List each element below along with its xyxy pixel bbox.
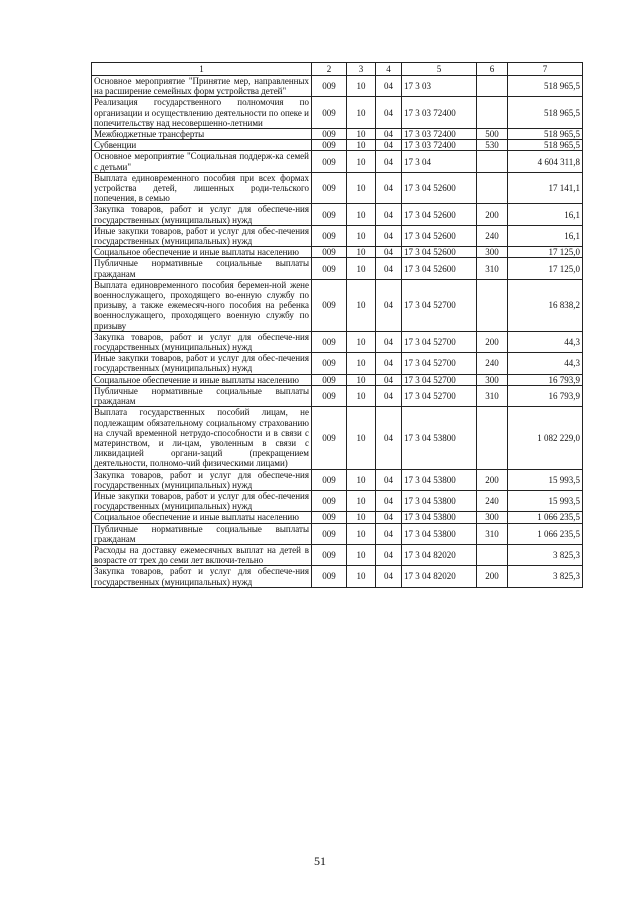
ministry-code-cell: 009: [312, 544, 347, 565]
section-code-cell: 10: [347, 204, 376, 225]
target-article-cell: 17 3 04 82020: [402, 544, 477, 565]
table-row: [92, 258, 583, 279]
amount-cell: 16 838,2: [508, 279, 583, 331]
row-name-cell: Социальное обеспечение и иные выплаты населению: [92, 374, 312, 385]
table-row: [92, 204, 583, 225]
ministry-code-cell: 009: [312, 469, 347, 490]
ministry-code-cell: 009: [312, 172, 347, 204]
row-name-cell: Реализация государственного полномочия по организации и осуществлению деятельности по опеке и попечительству над несовершенно-летними: [92, 97, 312, 129]
expense-type-cell: [477, 279, 508, 331]
subsection-code-cell: 04: [376, 172, 402, 204]
amount-cell: 518 965,5: [508, 140, 583, 151]
target-article-cell: 17 3 03 72400: [402, 129, 477, 140]
subsection-code-cell: 04: [376, 490, 402, 511]
ministry-code-cell: 009: [312, 140, 347, 151]
section-code-cell: 10: [347, 490, 376, 511]
ministry-code-cell: 009: [312, 247, 347, 258]
ministry-code-cell: 009: [312, 258, 347, 279]
column-header: 7: [508, 63, 583, 76]
amount-cell: 16,1: [508, 204, 583, 225]
table-row: [92, 151, 583, 172]
target-article-cell: 17 3 04 52700: [402, 331, 477, 352]
row-name-cell: Публичные нормативные социальные выплаты гражданам: [92, 258, 312, 279]
expense-type-cell: 240: [477, 353, 508, 374]
amount-cell: 16,1: [508, 225, 583, 246]
table-row: [92, 279, 583, 331]
table-row: [92, 331, 583, 352]
expense-type-cell: 300: [477, 374, 508, 385]
table-row: [92, 140, 583, 151]
section-code-cell: 10: [347, 225, 376, 246]
subsection-code-cell: 04: [376, 97, 402, 129]
section-code-cell: 10: [347, 566, 376, 587]
target-article-cell: 17 3 03: [402, 76, 477, 97]
subsection-code-cell: 04: [376, 76, 402, 97]
section-code-cell: 10: [347, 407, 376, 469]
ministry-code-cell: 009: [312, 129, 347, 140]
section-code-cell: 10: [347, 469, 376, 490]
ministry-code-cell: 009: [312, 76, 347, 97]
ministry-code-cell: 009: [312, 225, 347, 246]
column-header: 1: [92, 63, 312, 76]
column-header: 2: [312, 63, 347, 76]
target-article-cell: 17 3 04 82020: [402, 566, 477, 587]
amount-cell: 17 125,0: [508, 247, 583, 258]
ministry-code-cell: 009: [312, 97, 347, 129]
ministry-code-cell: 009: [312, 279, 347, 331]
expense-type-cell: 310: [477, 523, 508, 544]
subsection-code-cell: 04: [376, 374, 402, 385]
subsection-code-cell: 04: [376, 407, 402, 469]
amount-cell: 1 066 235,5: [508, 512, 583, 523]
subsection-code-cell: 04: [376, 523, 402, 544]
subsection-code-cell: 04: [376, 279, 402, 331]
amount-cell: 15 993,5: [508, 469, 583, 490]
expense-type-cell: 200: [477, 331, 508, 352]
amount-cell: 17 141,1: [508, 172, 583, 204]
ministry-code-cell: 009: [312, 566, 347, 587]
row-name-cell: Основное мероприятие "Принятие мер, направленных на расширение семейных форм устройства детей": [92, 76, 312, 97]
column-header: 5: [402, 63, 477, 76]
ministry-code-cell: 009: [312, 151, 347, 172]
target-article-cell: 17 3 04 52700: [402, 353, 477, 374]
section-code-cell: 10: [347, 279, 376, 331]
section-code-cell: 10: [347, 523, 376, 544]
expense-type-cell: 200: [477, 566, 508, 587]
ministry-code-cell: 009: [312, 353, 347, 374]
ministry-code-cell: 009: [312, 407, 347, 469]
amount-cell: 44,3: [508, 353, 583, 374]
table-row: [92, 97, 583, 129]
target-article-cell: 17 3 03 72400: [402, 97, 477, 129]
subsection-code-cell: 04: [376, 151, 402, 172]
section-code-cell: 10: [347, 353, 376, 374]
target-article-cell: 17 3 04 52700: [402, 279, 477, 331]
table-row: [92, 172, 583, 204]
subsection-code-cell: 04: [376, 512, 402, 523]
row-name-cell: Социальное обеспечение и иные выплаты населению: [92, 512, 312, 523]
section-code-cell: 10: [347, 258, 376, 279]
expense-type-cell: [477, 544, 508, 565]
ministry-code-cell: 009: [312, 490, 347, 511]
expense-type-cell: 530: [477, 140, 508, 151]
table-row: [92, 76, 583, 97]
table-row: [92, 247, 583, 258]
expense-type-cell: [477, 172, 508, 204]
section-code-cell: 10: [347, 76, 376, 97]
table-row: [92, 225, 583, 246]
subsection-code-cell: 04: [376, 566, 402, 587]
subsection-code-cell: 04: [376, 225, 402, 246]
target-article-cell: 17 3 04: [402, 151, 477, 172]
budget-table: [91, 62, 583, 588]
amount-cell: 518 965,5: [508, 97, 583, 129]
table-row: [92, 469, 583, 490]
target-article-cell: 17 3 04 52700: [402, 374, 477, 385]
subsection-code-cell: 04: [376, 204, 402, 225]
section-code-cell: 10: [347, 512, 376, 523]
row-name-cell: Выплата единовременного пособия беремен-ной жене военнослужащего, проходящего во-енную службу по призыву, а также ежемесяч-ного пособия на ребенка военнослужащего, проходящего военную службу по призыву: [92, 279, 312, 331]
subsection-code-cell: 04: [376, 140, 402, 151]
section-code-cell: 10: [347, 247, 376, 258]
subsection-code-cell: 04: [376, 258, 402, 279]
row-name-cell: Основное мероприятие "Социальная поддерж-ка семей с детьми": [92, 151, 312, 172]
row-name-cell: Закупка товаров, работ и услуг для обеспече-ния государственных (муниципальных) нужд: [92, 566, 312, 587]
target-article-cell: 17 3 04 52600: [402, 172, 477, 204]
target-article-cell: 17 3 04 53800: [402, 512, 477, 523]
expense-type-cell: [477, 151, 508, 172]
target-article-cell: 17 3 04 52600: [402, 204, 477, 225]
expense-type-cell: 500: [477, 129, 508, 140]
section-code-cell: 10: [347, 172, 376, 204]
row-name-cell: Закупка товаров, работ и услуг для обеспече-ния государственных (муниципальных) нужд: [92, 469, 312, 490]
ministry-code-cell: 009: [312, 374, 347, 385]
section-code-cell: 10: [347, 97, 376, 129]
table-row: [92, 490, 583, 511]
expense-type-cell: 300: [477, 247, 508, 258]
column-header: 3: [347, 63, 376, 76]
expense-type-cell: [477, 97, 508, 129]
row-name-cell: Иные закупки товаров, работ и услуг для обес-печения государственных (муниципальных) нужд: [92, 353, 312, 374]
section-code-cell: 10: [347, 544, 376, 565]
expense-type-cell: 200: [477, 204, 508, 225]
expense-type-cell: 200: [477, 469, 508, 490]
amount-cell: 1 082 229,0: [508, 407, 583, 469]
ministry-code-cell: 009: [312, 385, 347, 406]
ministry-code-cell: 009: [312, 204, 347, 225]
expense-type-cell: 240: [477, 490, 508, 511]
subsection-code-cell: 04: [376, 129, 402, 140]
column-number-row: [92, 63, 583, 76]
subsection-code-cell: 04: [376, 331, 402, 352]
expense-type-cell: [477, 76, 508, 97]
table-row: [92, 353, 583, 374]
expense-type-cell: 310: [477, 385, 508, 406]
section-code-cell: 10: [347, 331, 376, 352]
row-name-cell: Закупка товаров, работ и услуг для обеспече-ния государственных (муниципальных) нужд: [92, 204, 312, 225]
ministry-code-cell: 009: [312, 331, 347, 352]
section-code-cell: 10: [347, 129, 376, 140]
amount-cell: 17 125,0: [508, 258, 583, 279]
table-row: [92, 512, 583, 523]
amount-cell: 4 604 311,8: [508, 151, 583, 172]
target-article-cell: 17 3 04 53800: [402, 407, 477, 469]
table-row: [92, 544, 583, 565]
table-row: [92, 385, 583, 406]
table-row: [92, 374, 583, 385]
expense-type-cell: [477, 407, 508, 469]
expense-type-cell: 240: [477, 225, 508, 246]
row-name-cell: Расходы на доставку ежемесячных выплат на детей в возрасте от трех до семи лет включи-тельно: [92, 544, 312, 565]
target-article-cell: 17 3 04 52600: [402, 258, 477, 279]
section-code-cell: 10: [347, 151, 376, 172]
column-header: 4: [376, 63, 402, 76]
section-code-cell: 10: [347, 374, 376, 385]
table-row: [92, 407, 583, 469]
amount-cell: 15 993,5: [508, 490, 583, 511]
amount-cell: 3 825,3: [508, 544, 583, 565]
section-code-cell: 10: [347, 140, 376, 151]
target-article-cell: 17 3 04 53800: [402, 469, 477, 490]
row-name-cell: Социальное обеспечение и иные выплаты населению: [92, 247, 312, 258]
target-article-cell: 17 3 04 52600: [402, 247, 477, 258]
table-row: [92, 129, 583, 140]
ministry-code-cell: 009: [312, 512, 347, 523]
amount-cell: 518 965,5: [508, 76, 583, 97]
subsection-code-cell: 04: [376, 469, 402, 490]
amount-cell: 16 793,9: [508, 385, 583, 406]
column-header: 6: [477, 63, 508, 76]
target-article-cell: 17 3 04 52600: [402, 225, 477, 246]
table-body: [92, 76, 583, 588]
section-code-cell: 10: [347, 385, 376, 406]
row-name-cell: Субвенции: [92, 140, 312, 151]
amount-cell: 16 793,9: [508, 374, 583, 385]
row-name-cell: Публичные нормативные социальные выплаты гражданам: [92, 385, 312, 406]
amount-cell: 3 825,3: [508, 566, 583, 587]
row-name-cell: Закупка товаров, работ и услуг для обеспече-ния государственных (муниципальных) нужд: [92, 331, 312, 352]
subsection-code-cell: 04: [376, 353, 402, 374]
table-row: [92, 523, 583, 544]
ministry-code-cell: 009: [312, 523, 347, 544]
amount-cell: 518 965,5: [508, 129, 583, 140]
row-name-cell: Выплата государственных пособий лицам, не подлежащим обязательному социальному страхованию на случай временной нетрудо-способности и в связи с материнством, и ли-цам, уволенным в связи с ликвидацией органи-заций (прекращением деятельности, полномо-чий физическими лицами): [92, 407, 312, 469]
subsection-code-cell: 04: [376, 247, 402, 258]
target-article-cell: 17 3 04 52700: [402, 385, 477, 406]
row-name-cell: Иные закупки товаров, работ и услуг для обес-печения государственных (муниципальных) нужд: [92, 490, 312, 511]
expense-type-cell: 310: [477, 258, 508, 279]
row-name-cell: Межбюджетные трансферты: [92, 129, 312, 140]
row-name-cell: Иные закупки товаров, работ и услуг для обес-печения государственных (муниципальных) нужд: [92, 225, 312, 246]
amount-cell: 44,3: [508, 331, 583, 352]
row-name-cell: Публичные нормативные социальные выплаты гражданам: [92, 523, 312, 544]
page-number: 51: [314, 854, 326, 868]
table-row: [92, 566, 583, 587]
target-article-cell: 17 3 04 53800: [402, 490, 477, 511]
subsection-code-cell: 04: [376, 385, 402, 406]
target-article-cell: 17 3 04 53800: [402, 523, 477, 544]
target-article-cell: 17 3 03 72400: [402, 140, 477, 151]
amount-cell: 1 066 235,5: [508, 523, 583, 544]
row-name-cell: Выплата единовременного пособия при всех формах устройства детей, лишенных роди-тельского попечения, в семью: [92, 172, 312, 204]
subsection-code-cell: 04: [376, 544, 402, 565]
expense-type-cell: 300: [477, 512, 508, 523]
